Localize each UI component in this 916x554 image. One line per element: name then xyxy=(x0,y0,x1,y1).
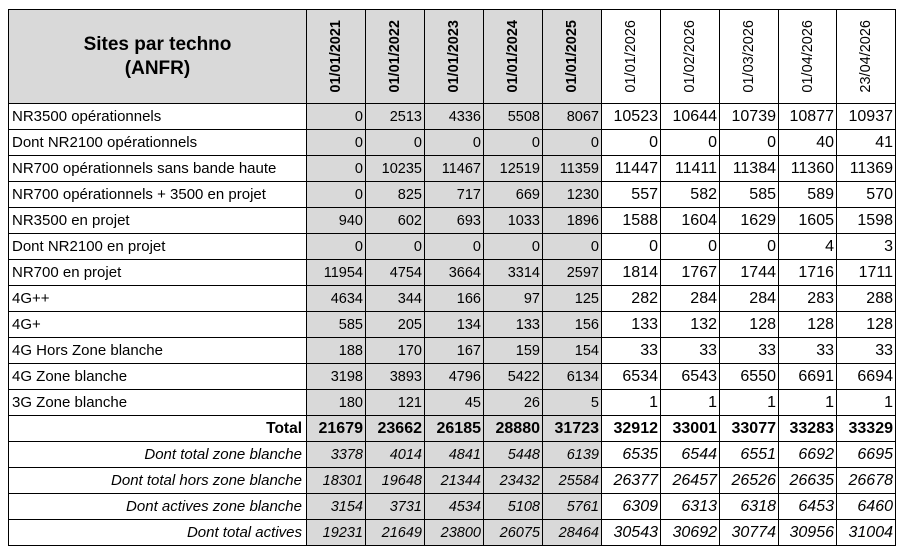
table-row xyxy=(9,260,896,286)
table-title-line2: (ANFR) xyxy=(124,57,191,79)
column-header xyxy=(307,10,366,104)
table-title xyxy=(9,10,307,104)
sites-par-techno-table xyxy=(8,9,896,546)
table-cell: 717 xyxy=(425,182,484,208)
table-cell: 4754 xyxy=(366,260,425,286)
table-cell: 6691 xyxy=(779,364,837,390)
table-cell: 1716 xyxy=(779,260,837,286)
table-cell: 1604 xyxy=(661,208,720,234)
table-cell: 1 xyxy=(661,390,720,416)
table-row xyxy=(9,338,896,364)
column-header-date: 01/01/2024 xyxy=(505,20,521,93)
table-cell: 26678 xyxy=(837,468,896,494)
column-header-date: 01/03/2026 xyxy=(741,20,757,93)
table-cell: 33077 xyxy=(720,416,779,442)
row-label: Dont actives zone blanche xyxy=(9,494,307,520)
table-cell: 26377 xyxy=(602,468,661,494)
table-row xyxy=(9,364,896,390)
table-cell: 33283 xyxy=(779,416,837,442)
table-cell: 132 xyxy=(661,312,720,338)
table-cell: 33 xyxy=(602,338,661,364)
table-cell: 5508 xyxy=(484,104,543,130)
table-cell: 5761 xyxy=(543,494,602,520)
table-cell: 33001 xyxy=(661,416,720,442)
table-cell: 3731 xyxy=(366,494,425,520)
table-cell: 582 xyxy=(661,182,720,208)
table-cell: 585 xyxy=(307,312,366,338)
header-row xyxy=(9,10,896,104)
table-cell: 97 xyxy=(484,286,543,312)
column-header xyxy=(602,10,661,104)
column-header xyxy=(779,10,837,104)
table-cell: 288 xyxy=(837,286,896,312)
table-cell: 1711 xyxy=(837,260,896,286)
table-cell: 25584 xyxy=(543,468,602,494)
table-cell: 11411 xyxy=(661,156,720,182)
table-cell: 45 xyxy=(425,390,484,416)
row-label: NR3500 opérationnels xyxy=(9,104,307,130)
table-cell: 0 xyxy=(366,234,425,260)
table-row xyxy=(9,286,896,312)
column-header xyxy=(484,10,543,104)
table-cell: 26185 xyxy=(425,416,484,442)
table-cell: 2597 xyxy=(543,260,602,286)
table-cell: 26 xyxy=(484,390,543,416)
table-cell: 19648 xyxy=(366,468,425,494)
table-cell: 128 xyxy=(837,312,896,338)
table-cell: 669 xyxy=(484,182,543,208)
table-cell: 159 xyxy=(484,338,543,364)
row-label: 3G Zone blanche xyxy=(9,390,307,416)
table-cell: 4634 xyxy=(307,286,366,312)
column-header-date: 01/01/2023 xyxy=(446,20,462,93)
table-cell: 133 xyxy=(484,312,543,338)
table-cell: 4534 xyxy=(425,494,484,520)
table-cell: 11467 xyxy=(425,156,484,182)
column-header xyxy=(661,10,720,104)
table-cell: 128 xyxy=(779,312,837,338)
table-cell: 4336 xyxy=(425,104,484,130)
table-cell: 12519 xyxy=(484,156,543,182)
table-cell: 21344 xyxy=(425,468,484,494)
table-cell: 3664 xyxy=(425,260,484,286)
table-cell: 28464 xyxy=(543,520,602,546)
table-cell: 10739 xyxy=(720,104,779,130)
table-cell: 6550 xyxy=(720,364,779,390)
table-cell: 283 xyxy=(779,286,837,312)
table-cell: 284 xyxy=(720,286,779,312)
column-header xyxy=(720,10,779,104)
table-cell: 28880 xyxy=(484,416,543,442)
column-header xyxy=(425,10,484,104)
table-cell: 0 xyxy=(543,234,602,260)
table-cell: 3154 xyxy=(307,494,366,520)
table-cell: 282 xyxy=(602,286,661,312)
table-cell: 693 xyxy=(425,208,484,234)
table-cell: 0 xyxy=(307,104,366,130)
table-cell: 128 xyxy=(720,312,779,338)
row-label: 4G Hors Zone blanche xyxy=(9,338,307,364)
table-row xyxy=(9,182,896,208)
row-label: Total xyxy=(9,416,307,442)
table-cell: 0 xyxy=(720,234,779,260)
table-cell: 6460 xyxy=(837,494,896,520)
table-cell: 32912 xyxy=(602,416,661,442)
table-cell: 6534 xyxy=(602,364,661,390)
table-cell: 11369 xyxy=(837,156,896,182)
table-cell: 11447 xyxy=(602,156,661,182)
table-cell: 170 xyxy=(366,338,425,364)
table-cell: 125 xyxy=(543,286,602,312)
column-header-date: 01/01/2022 xyxy=(387,20,403,93)
table-cell: 825 xyxy=(366,182,425,208)
column-header xyxy=(543,10,602,104)
table-cell: 18301 xyxy=(307,468,366,494)
table-cell: 0 xyxy=(602,130,661,156)
table-cell: 11360 xyxy=(779,156,837,182)
table-cell: 585 xyxy=(720,182,779,208)
table-cell: 0 xyxy=(661,130,720,156)
table-cell: 1629 xyxy=(720,208,779,234)
table-row xyxy=(9,312,896,338)
row-label: Dont NR2100 opérationnels xyxy=(9,130,307,156)
row-label: Dont total hors zone blanche xyxy=(9,468,307,494)
total-row xyxy=(9,416,896,442)
table-cell: 166 xyxy=(425,286,484,312)
table-cell: 11954 xyxy=(307,260,366,286)
table-cell: 6544 xyxy=(661,442,720,468)
table-cell: 284 xyxy=(661,286,720,312)
table-cell: 41 xyxy=(837,130,896,156)
table-cell: 6318 xyxy=(720,494,779,520)
table-cell: 26526 xyxy=(720,468,779,494)
table-cell: 11384 xyxy=(720,156,779,182)
table-cell: 23800 xyxy=(425,520,484,546)
table-cell: 5 xyxy=(543,390,602,416)
table-cell: 11359 xyxy=(543,156,602,182)
table-cell: 1 xyxy=(779,390,837,416)
table-cell: 121 xyxy=(366,390,425,416)
table-cell: 1 xyxy=(602,390,661,416)
table-cell: 602 xyxy=(366,208,425,234)
table-cell: 30692 xyxy=(661,520,720,546)
table-cell: 26075 xyxy=(484,520,543,546)
row-label: NR700 opérationnels sans bande haute xyxy=(9,156,307,182)
table-cell: 1767 xyxy=(661,260,720,286)
row-label: 4G++ xyxy=(9,286,307,312)
table-cell: 205 xyxy=(366,312,425,338)
table-cell: 1033 xyxy=(484,208,543,234)
table-cell: 0 xyxy=(425,234,484,260)
table-cell: 6453 xyxy=(779,494,837,520)
table-cell: 3378 xyxy=(307,442,366,468)
table-cell: 180 xyxy=(307,390,366,416)
table-cell: 4841 xyxy=(425,442,484,468)
row-label: NR3500 en projet xyxy=(9,208,307,234)
table-cell: 10937 xyxy=(837,104,896,130)
table-cell: 23432 xyxy=(484,468,543,494)
subtotal-row xyxy=(9,494,896,520)
table-cell: 0 xyxy=(307,156,366,182)
table-cell: 10523 xyxy=(602,104,661,130)
table-row xyxy=(9,390,896,416)
table-cell: 30956 xyxy=(779,520,837,546)
table-row xyxy=(9,156,896,182)
table-cell: 134 xyxy=(425,312,484,338)
column-header-date: 23/04/2026 xyxy=(858,20,874,93)
table-cell: 1588 xyxy=(602,208,661,234)
table-row xyxy=(9,130,896,156)
table-cell: 1744 xyxy=(720,260,779,286)
table-cell: 188 xyxy=(307,338,366,364)
table-cell: 1230 xyxy=(543,182,602,208)
table-cell: 589 xyxy=(779,182,837,208)
table-cell: 0 xyxy=(307,130,366,156)
table-cell: 3314 xyxy=(484,260,543,286)
table-cell: 6692 xyxy=(779,442,837,468)
table-cell: 570 xyxy=(837,182,896,208)
table-cell: 8067 xyxy=(543,104,602,130)
table-cell: 1598 xyxy=(837,208,896,234)
table-cell: 6139 xyxy=(543,442,602,468)
row-label: NR700 en projet xyxy=(9,260,307,286)
table-cell: 23662 xyxy=(366,416,425,442)
column-header-date: 01/04/2026 xyxy=(799,20,816,93)
table-cell: 1605 xyxy=(779,208,837,234)
subtotal-row xyxy=(9,442,896,468)
table-cell: 4014 xyxy=(366,442,425,468)
table-cell: 33 xyxy=(661,338,720,364)
table-cell: 1814 xyxy=(602,260,661,286)
table-cell: 10877 xyxy=(779,104,837,130)
subtotal-row xyxy=(9,468,896,494)
table-cell: 10644 xyxy=(661,104,720,130)
table-row xyxy=(9,208,896,234)
table-cell: 30543 xyxy=(602,520,661,546)
table-cell: 2513 xyxy=(366,104,425,130)
row-label: NR700 opérationnels + 3500 en projet xyxy=(9,182,307,208)
table-cell: 0 xyxy=(543,130,602,156)
table-cell: 5108 xyxy=(484,494,543,520)
table-cell: 0 xyxy=(484,130,543,156)
table-cell: 0 xyxy=(366,130,425,156)
table-cell: 30774 xyxy=(720,520,779,546)
table-row xyxy=(9,234,896,260)
table-cell: 40 xyxy=(779,130,837,156)
table-cell: 3 xyxy=(837,234,896,260)
table-cell: 156 xyxy=(543,312,602,338)
table-cell: 21679 xyxy=(307,416,366,442)
table-cell: 6551 xyxy=(720,442,779,468)
row-label: 4G+ xyxy=(9,312,307,338)
row-label: Dont NR2100 en projet xyxy=(9,234,307,260)
table-cell: 1 xyxy=(720,390,779,416)
column-header-date: 01/01/2025 xyxy=(564,20,580,93)
table-cell: 5448 xyxy=(484,442,543,468)
row-label: 4G Zone blanche xyxy=(9,364,307,390)
table-cell: 154 xyxy=(543,338,602,364)
table-cell: 4 xyxy=(779,234,837,260)
table-cell: 21649 xyxy=(366,520,425,546)
column-header-date: 01/01/2021 xyxy=(328,20,344,93)
row-label: Dont total zone blanche xyxy=(9,442,307,468)
table-cell: 19231 xyxy=(307,520,366,546)
column-header-date: 01/02/2026 xyxy=(682,20,698,93)
table-cell: 344 xyxy=(366,286,425,312)
table-cell: 0 xyxy=(661,234,720,260)
table-cell: 6535 xyxy=(602,442,661,468)
table-cell: 5422 xyxy=(484,364,543,390)
table-body xyxy=(9,104,896,546)
table-cell: 26635 xyxy=(779,468,837,494)
table-cell: 33329 xyxy=(837,416,896,442)
table-cell: 0 xyxy=(425,130,484,156)
table-cell: 0 xyxy=(602,234,661,260)
table-cell: 26457 xyxy=(661,468,720,494)
table-cell: 1 xyxy=(837,390,896,416)
table-cell: 6134 xyxy=(543,364,602,390)
table-cell: 3198 xyxy=(307,364,366,390)
table-cell: 31723 xyxy=(543,416,602,442)
table-cell: 33 xyxy=(837,338,896,364)
table-cell: 1896 xyxy=(543,208,602,234)
table-cell: 0 xyxy=(484,234,543,260)
table-cell: 3893 xyxy=(366,364,425,390)
table-cell: 0 xyxy=(307,234,366,260)
table-cell: 940 xyxy=(307,208,366,234)
table-cell: 0 xyxy=(307,182,366,208)
table-row xyxy=(9,104,896,130)
table-cell: 6309 xyxy=(602,494,661,520)
table-cell: 33 xyxy=(720,338,779,364)
table-cell: 4796 xyxy=(425,364,484,390)
table-cell: 6313 xyxy=(661,494,720,520)
row-label: Dont total actives xyxy=(9,520,307,546)
table-title-line1: Sites par techno xyxy=(83,33,232,55)
column-header xyxy=(837,10,896,104)
subtotal-row xyxy=(9,520,896,546)
column-header-date: 01/01/2026 xyxy=(623,20,639,93)
table-cell: 31004 xyxy=(837,520,896,546)
table-cell: 557 xyxy=(602,182,661,208)
table-cell: 133 xyxy=(602,312,661,338)
column-header xyxy=(366,10,425,104)
table-cell: 33 xyxy=(779,338,837,364)
table-cell: 6695 xyxy=(837,442,896,468)
table-cell: 10235 xyxy=(366,156,425,182)
table-cell: 167 xyxy=(425,338,484,364)
table-cell: 6694 xyxy=(837,364,896,390)
table-cell: 6543 xyxy=(661,364,720,390)
table-cell: 0 xyxy=(720,130,779,156)
